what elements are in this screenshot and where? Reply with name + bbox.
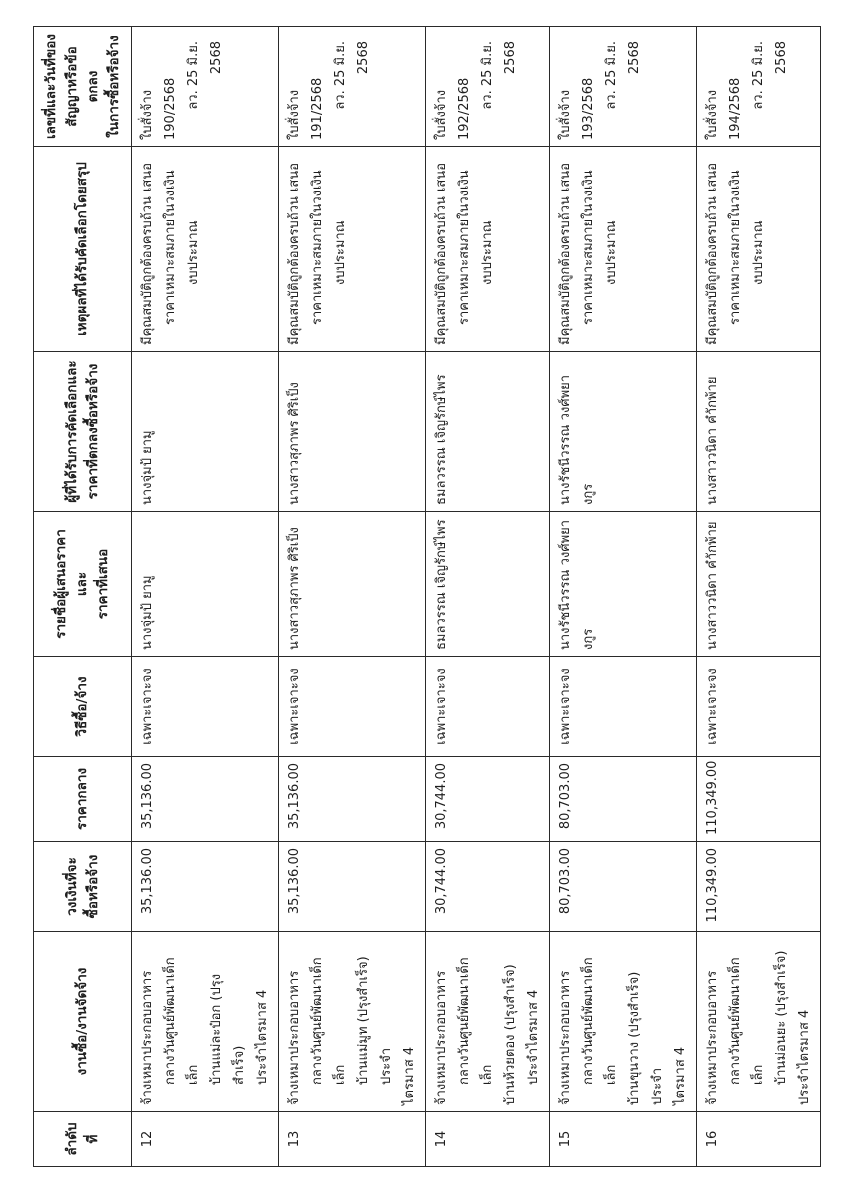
cell-winner: นางรัชนีวรรณ วงศ์พยางกูร xyxy=(550,352,697,512)
header-row xyxy=(34,27,132,1167)
cell-seq: 12 xyxy=(132,1112,279,1167)
cell-winner: ธมลวรรณ เจิญรักษ์ไพร xyxy=(426,352,550,512)
cell-contract: ใบสั่งจ้าง 193/2568 ลว. 25 มิ.ย. 2568 xyxy=(550,27,697,147)
cell-work: จ้างเหมาประกอบอาหาร กลางวันศูนย์พัฒนาเด็กเล็ก บ้านแม่ละป๋อก (ปรุงสำเร็จ) ประจำไตรมาส 4 xyxy=(132,932,279,1112)
cell-median-price: 35,136.00 xyxy=(132,757,279,842)
cell-seq: 15 xyxy=(550,1112,697,1167)
cell-winner: นางสาววนิดา คำักพ้าย xyxy=(697,352,821,512)
cell-bidder: ธมลวรรณ เจิญรักษ์ไพร xyxy=(426,512,550,657)
header-reason: เหตุผลที่ได้รับคัดเลือกโดยสรุป xyxy=(34,147,132,352)
header-winner: ผู้ที่ได้รับการคัดเลือกและ ราคาที่ตกลงซื้อหรือจ้าง xyxy=(34,352,132,512)
cell-method: เฉพาะเจาะจง xyxy=(697,657,821,757)
cell-winner: นางจุ่มป้ ยามู xyxy=(132,352,279,512)
table-row xyxy=(426,27,550,1167)
table-row xyxy=(279,27,426,1167)
cell-reason: มีคุณสมบัติถูกต้องครบถ้วน เสนอ ราคาเหมาะสมภายในวงเงิน งบประมาณ xyxy=(132,147,279,352)
cell-seq: 16 xyxy=(697,1112,821,1167)
cell-budget: 35,136.00 xyxy=(132,842,279,932)
cell-winner: นางสาวสุภาพร ศิริเป็ง xyxy=(279,352,426,512)
cell-method: เฉพาะเจาะจง xyxy=(279,657,426,757)
header-work: งานซื้อ/งานจัดจ้าง xyxy=(34,932,132,1112)
cell-contract: ใบสั่งจ้าง 192/2568 ลว. 25 มิ.ย. 2568 xyxy=(426,27,550,147)
cell-bidder: นางสาววนิดา คำักพ้าย xyxy=(697,512,821,657)
header-method: วิธีซื้อ/จ้าง xyxy=(34,657,132,757)
cell-reason: มีคุณสมบัติถูกต้องครบถ้วน เสนอ ราคาเหมาะสมภายในวงเงิน งบประมาณ xyxy=(697,147,821,352)
cell-work: จ้างเหมาประกอบอาหาร กลางวันศูนย์พัฒนาเด็กเล็ก บ้านแม่มูท (ปรุงสำเร็จ) ประจำ ไตรมาส 4 xyxy=(279,932,426,1112)
cell-median-price: 35,136.00 xyxy=(279,757,426,842)
cell-budget: 110,349.00 xyxy=(697,842,821,932)
cell-bidder: นางจุ่มป้ ยามู xyxy=(132,512,279,657)
header-bidders: รายชื่อผู้เสนอราคาและ ราคาที่เสนอ xyxy=(34,512,132,657)
cell-median-price: 30,744.00 xyxy=(426,757,550,842)
procurement-table xyxy=(33,26,821,1167)
table-row xyxy=(697,27,821,1167)
header-median-price: ราคากลาง xyxy=(34,757,132,842)
cell-method: เฉพาะเจาะจง xyxy=(550,657,697,757)
cell-median-price: 110,349.00 xyxy=(697,757,821,842)
table-row xyxy=(550,27,697,1167)
cell-bidder: นางสาวสุภาพร ศิริเป็ง xyxy=(279,512,426,657)
cell-contract: ใบสั่งจ้าง 191/2568 ลว. 25 มิ.ย. 2568 xyxy=(279,27,426,147)
cell-bidder: นางรัชนีวรรณ วงศ์พยางกูร xyxy=(550,512,697,657)
cell-median-price: 80,703.00 xyxy=(550,757,697,842)
table-row xyxy=(132,27,279,1167)
cell-reason: มีคุณสมบัติถูกต้องครบถ้วน เสนอ ราคาเหมาะสมภายในวงเงิน งบประมาณ xyxy=(550,147,697,352)
cell-seq: 14 xyxy=(426,1112,550,1167)
procurement-summary-page xyxy=(33,27,812,1167)
cell-method: เฉพาะเจาะจง xyxy=(132,657,279,757)
cell-work: จ้างเหมาประกอบอาหาร กลางวันศูนย์พัฒนาเด็กเล็ก บ้านขุนวาง (ปรุงสำเร็จ) ประจำ ไตรมาส 4 xyxy=(550,932,697,1112)
cell-work: จ้างเหมาประกอบอาหาร กลางวันศูนย์พัฒนาเด็กเล็ก บ้านม่อนยะ (ปรุงสำเร็จ) ประจำไตรมาส 4 xyxy=(697,932,821,1112)
cell-reason: มีคุณสมบัติถูกต้องครบถ้วน เสนอ ราคาเหมาะสมภายในวงเงิน งบประมาณ xyxy=(279,147,426,352)
cell-contract: ใบสั่งจ้าง 194/2568 ลว. 25 มิ.ย. 2568 xyxy=(697,27,821,147)
cell-work: จ้างเหมาประกอบอาหาร กลางวันศูนย์พัฒนาเด็กเล็ก บ้านห้วยตอง (ปรุงสำเร็จ) ประจำไตรมาส 4 xyxy=(426,932,550,1112)
cell-budget: 80,703.00 xyxy=(550,842,697,932)
header-budget: วงเงินที่จะ ซื้อหรือจ้าง xyxy=(34,842,132,932)
cell-method: เฉพาะเจาะจง xyxy=(426,657,550,757)
header-contract: เลขที่และวันที่ของ สัญญาหรือข้อตกลง ในการซื้อหรือจ้าง xyxy=(34,27,132,147)
cell-budget: 35,136.00 xyxy=(279,842,426,932)
cell-contract: ใบสั่งจ้าง 190/2568 ลว. 25 มิ.ย. 2568 xyxy=(132,27,279,147)
cell-reason: มีคุณสมบัติถูกต้องครบถ้วน เสนอ ราคาเหมาะสมภายในวงเงิน งบประมาณ xyxy=(426,147,550,352)
cell-seq: 13 xyxy=(279,1112,426,1167)
header-seq: ลำดับ ที่ xyxy=(34,1112,132,1167)
cell-budget: 30,744.00 xyxy=(426,842,550,932)
